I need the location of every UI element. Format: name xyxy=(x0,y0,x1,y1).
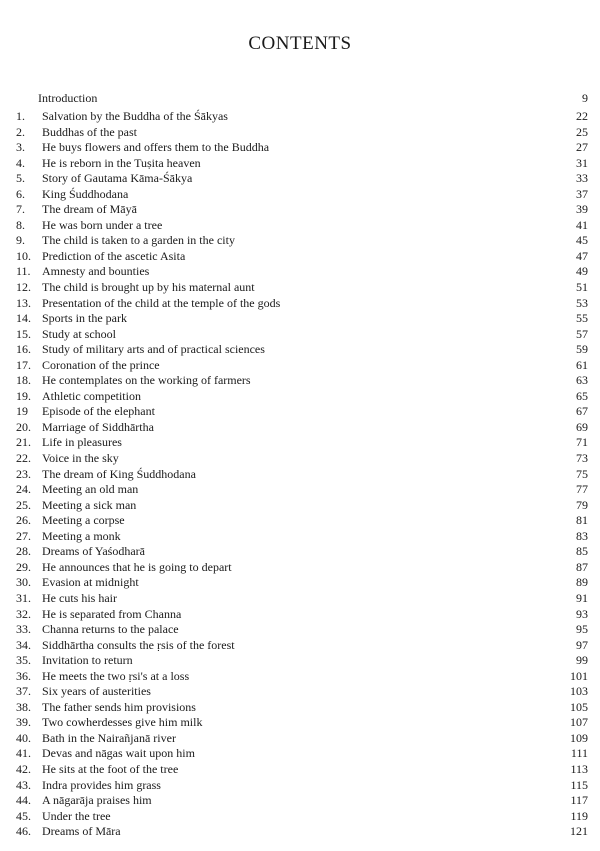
toc-row xyxy=(0,311,600,327)
toc-entry-title: He buys flowers and offers them to the Buddha xyxy=(42,140,270,155)
toc-entry-number: 26. xyxy=(16,513,31,528)
toc-entry-number: 44. xyxy=(16,793,31,808)
toc-entry-number: 45. xyxy=(16,808,31,823)
toc-entry-title: Life in pleasures xyxy=(42,435,122,450)
toc-entry-title: Story of Gautama Kāma-Śākya xyxy=(42,171,193,186)
toc-row xyxy=(0,358,600,374)
toc-entry-number: 9. xyxy=(16,233,25,248)
toc-entry-title: He is reborn in the Tuṣita heaven xyxy=(42,155,201,170)
toc-entry-number: 14. xyxy=(16,311,31,326)
toc-entry-number: 2. xyxy=(16,124,25,139)
toc-entry-page: 111 xyxy=(570,746,588,761)
toc-entry-number: 23. xyxy=(16,466,31,481)
toc-entry-page: 99 xyxy=(576,653,588,668)
toc-entry-page: 121 xyxy=(570,824,588,839)
toc-entry-page: 91 xyxy=(576,590,588,605)
toc-row xyxy=(0,451,600,467)
toc-entry-page: 51 xyxy=(576,280,588,295)
toc-entry-number: 37. xyxy=(16,684,31,699)
toc-entry-title: Prediction of the ascetic Asita xyxy=(42,248,186,263)
toc-row xyxy=(0,202,600,218)
toc-entry-title: Meeting an old man xyxy=(42,482,139,497)
toc-entry-title: Episode of the elephant xyxy=(42,404,155,419)
toc-entry-title: He contemplates on the working of farmers xyxy=(42,373,251,388)
toc-entry-number: 30. xyxy=(16,575,31,590)
toc-entry-page: 107 xyxy=(570,715,588,730)
toc-entry-page: 103 xyxy=(570,684,588,699)
toc-row xyxy=(0,249,600,265)
toc-entry-title: Meeting a monk xyxy=(42,528,121,543)
toc-row xyxy=(0,575,600,591)
toc-row xyxy=(0,435,600,451)
toc-row xyxy=(0,296,600,312)
toc-row xyxy=(0,482,600,498)
toc-entry-number: 34. xyxy=(16,637,31,652)
toc-entry-number: 24. xyxy=(16,482,31,497)
toc-entry-title: Invitation to return xyxy=(42,653,133,668)
toc-entry-number: 28. xyxy=(16,544,31,559)
toc-row xyxy=(0,233,600,249)
toc-entry-title: Amnesty and bounties xyxy=(42,264,150,279)
toc-entry-number: 21. xyxy=(16,435,31,450)
toc-entry-number: 11. xyxy=(16,264,31,279)
toc-entry-title: Evasion at midnight xyxy=(42,575,139,590)
toc-row xyxy=(0,669,600,685)
toc-entry-title: Sports in the park xyxy=(42,311,127,326)
toc-entry-number: 40. xyxy=(16,730,31,745)
toc-row xyxy=(0,327,600,343)
toc-entry-title: Meeting a sick man xyxy=(42,497,137,512)
toc-entry-number: 39. xyxy=(16,715,31,730)
toc-row xyxy=(0,638,600,654)
toc-entry-title: He sits at the foot of the tree xyxy=(42,761,179,776)
toc-row xyxy=(0,793,600,809)
toc-entry-title: Introduction xyxy=(38,91,98,105)
toc-entry-title: Presentation of the child at the temple of the gods xyxy=(42,295,281,310)
toc-entry-number: 35. xyxy=(16,653,31,668)
toc-entry-title: Six years of austerities xyxy=(42,684,151,699)
toc-row xyxy=(0,607,600,623)
toc-entry-title: Study of military arts and of practical sciences xyxy=(42,342,265,357)
toc-entry-page: 57 xyxy=(576,326,588,341)
toc-entry-number: 6. xyxy=(16,186,25,201)
toc-entry-number: 3. xyxy=(16,140,25,155)
table-of-contents xyxy=(0,109,600,840)
toc-entry-title: He announces that he is going to depart xyxy=(42,559,232,574)
toc-entry-title: Bath in the Nairañjanā river xyxy=(42,730,176,745)
toc-entry-number: 38. xyxy=(16,699,31,714)
toc-entry-page: 9 xyxy=(582,91,588,105)
toc-row xyxy=(0,109,600,125)
toc-row xyxy=(0,529,600,545)
toc-entry-title: King Śuddhodana xyxy=(42,186,129,201)
toc-entry-page: 73 xyxy=(576,451,588,466)
toc-entry-number: 13. xyxy=(16,295,31,310)
toc-entry-page: 79 xyxy=(576,497,588,512)
toc-row xyxy=(0,731,600,747)
toc-entry-number: 41. xyxy=(16,746,31,761)
toc-entry-title: Under the tree xyxy=(42,808,111,823)
toc-entry-page: 115 xyxy=(570,777,588,792)
toc-entry-number: 4. xyxy=(16,155,25,170)
toc-entry-title: The dream of King Śuddhodana xyxy=(42,466,196,481)
toc-row xyxy=(0,389,600,405)
toc-row xyxy=(0,778,600,794)
toc-entry-title: Channa returns to the palace xyxy=(42,622,179,637)
toc-entry-page: 109 xyxy=(570,730,588,745)
toc-row xyxy=(0,715,600,731)
toc-row xyxy=(0,171,600,187)
toc-entry-page: 47 xyxy=(576,248,588,263)
toc-entry-page: 65 xyxy=(576,388,588,403)
toc-entry-number: 12. xyxy=(16,280,31,295)
toc-entry-page: 85 xyxy=(576,544,588,559)
toc-introduction xyxy=(38,91,588,107)
toc-entry-number: 19. xyxy=(16,388,31,403)
page-title: CONTENTS xyxy=(248,33,352,54)
toc-row xyxy=(0,498,600,514)
toc-entry-number: 5. xyxy=(16,171,25,186)
toc-row xyxy=(0,762,600,778)
toc-entry-number: 29. xyxy=(16,559,31,574)
toc-entry-page: 67 xyxy=(576,404,588,419)
toc-entry-number: 7. xyxy=(16,202,25,217)
toc-entry-page: 95 xyxy=(576,622,588,637)
toc-entry-page: 77 xyxy=(576,482,588,497)
toc-entry-number: 16. xyxy=(16,342,31,357)
toc-row xyxy=(0,591,600,607)
toc-entry-page: 37 xyxy=(576,186,588,201)
toc-row xyxy=(0,809,600,825)
toc-entry-page: 33 xyxy=(576,171,588,186)
toc-entry-page: 89 xyxy=(576,575,588,590)
toc-row xyxy=(0,373,600,389)
toc-entry-page: 59 xyxy=(576,342,588,357)
toc-entry-title: Salvation by the Buddha of the Śākyas xyxy=(42,109,228,123)
toc-entry-title: Indra provides him grass xyxy=(42,777,161,792)
toc-entry-page: 69 xyxy=(576,419,588,434)
toc-entry-title: The child is brought up by his maternal aunt xyxy=(42,280,255,295)
toc-entry-number: 20. xyxy=(16,419,31,434)
toc-entry-title: Marriage of Siddhārtha xyxy=(42,419,154,434)
toc-entry-page: 61 xyxy=(576,357,588,372)
toc-entry-title: Voice in the sky xyxy=(42,451,119,466)
toc-entry-number: 33. xyxy=(16,622,31,637)
toc-entry-number: 31. xyxy=(16,590,31,605)
toc-row xyxy=(0,280,600,296)
toc-entry-title: Coronation of the prince xyxy=(42,357,160,372)
toc-entry-number: 36. xyxy=(16,668,31,683)
toc-entry-page: 97 xyxy=(576,637,588,652)
toc-entry-title: Dreams of Yaśodharā xyxy=(42,544,145,559)
toc-row xyxy=(0,824,600,840)
toc-row xyxy=(0,467,600,483)
toc-entry-number: 18. xyxy=(16,373,31,388)
toc-entry-title: Study at school xyxy=(42,326,116,341)
toc-row xyxy=(0,420,600,436)
toc-entry-page: 63 xyxy=(576,373,588,388)
toc-row xyxy=(0,560,600,576)
toc-entry-number: 46. xyxy=(16,824,31,839)
toc-row xyxy=(0,544,600,560)
toc-row xyxy=(0,125,600,141)
toc-entry-title: Siddhārtha consults the ṛsis of the forest xyxy=(42,637,235,652)
toc-entry-number: 22. xyxy=(16,451,31,466)
toc-row xyxy=(0,746,600,762)
toc-entry-number: 17. xyxy=(16,357,31,372)
toc-row xyxy=(0,156,600,172)
toc-entry-number: 43. xyxy=(16,777,31,792)
toc-entry-number: 27. xyxy=(16,528,31,543)
toc-entry-page: 117 xyxy=(570,793,588,808)
toc-entry-number: 25. xyxy=(16,497,31,512)
toc-entry-page: 45 xyxy=(576,233,588,248)
toc-entry-page: 22 xyxy=(576,109,588,123)
toc-row xyxy=(0,653,600,669)
toc-entry-number: 32. xyxy=(16,606,31,621)
toc-entry-page: 87 xyxy=(576,559,588,574)
toc-entry-page: 119 xyxy=(570,808,588,823)
toc-entry-page: 105 xyxy=(570,699,588,714)
toc-entry-page: 55 xyxy=(576,311,588,326)
toc-entry-number: 19 xyxy=(16,404,28,419)
toc-entry-page: 83 xyxy=(576,528,588,543)
toc-entry-number: 10. xyxy=(16,248,31,263)
toc-entry-number: 42. xyxy=(16,761,31,776)
toc-row xyxy=(0,187,600,203)
toc-entry-page: 39 xyxy=(576,202,588,217)
toc-entry-title: The father sends him provisions xyxy=(42,699,196,714)
toc-entry-page: 49 xyxy=(576,264,588,279)
toc-entry-page: 25 xyxy=(576,124,588,139)
toc-row xyxy=(0,513,600,529)
toc-entry-title: He is separated from Channa xyxy=(42,606,182,621)
toc-entry-title: He meets the two ṛsi's at a loss xyxy=(42,668,190,683)
toc-row xyxy=(0,622,600,638)
toc-entry-title: The child is taken to a garden in the city xyxy=(42,233,235,248)
toc-entry-number: 8. xyxy=(16,217,25,232)
toc-entry-title: Dreams of Māra xyxy=(42,824,121,839)
toc-entry-page: 81 xyxy=(576,513,588,528)
toc-row xyxy=(0,404,600,420)
toc-row xyxy=(0,264,600,280)
toc-entry-title: He cuts his hair xyxy=(42,590,117,605)
toc-entry-number: 1. xyxy=(16,109,25,123)
toc-entry-page: 101 xyxy=(570,668,588,683)
toc-entry-page: 93 xyxy=(576,606,588,621)
toc-row xyxy=(0,342,600,358)
toc-entry-page: 71 xyxy=(576,435,588,450)
toc-entry-page: 27 xyxy=(576,140,588,155)
toc-entry-title: Buddhas of the past xyxy=(42,124,137,139)
toc-row xyxy=(0,218,600,234)
toc-entry-title: Athletic competition xyxy=(42,388,141,403)
toc-row xyxy=(0,684,600,700)
toc-entry-page: 113 xyxy=(570,761,588,776)
toc-row xyxy=(0,140,600,156)
toc-entry-page: 31 xyxy=(576,155,588,170)
toc-entry-page: 75 xyxy=(576,466,588,481)
toc-entry-title: Meeting a corpse xyxy=(42,513,125,528)
toc-entry-title: Devas and nāgas wait upon him xyxy=(42,746,195,761)
toc-entry-number: 15. xyxy=(16,326,31,341)
toc-entry-title: The dream of Māyā xyxy=(42,202,137,217)
toc-entry-title: A nāgarāja praises him xyxy=(42,793,152,808)
toc-entry-page: 53 xyxy=(576,295,588,310)
toc-entry-title: He was born under a tree xyxy=(42,217,163,232)
toc-entry-page: 41 xyxy=(576,217,588,232)
toc-row xyxy=(0,700,600,716)
toc-entry-title: Two cowherdesses give him milk xyxy=(42,715,203,730)
